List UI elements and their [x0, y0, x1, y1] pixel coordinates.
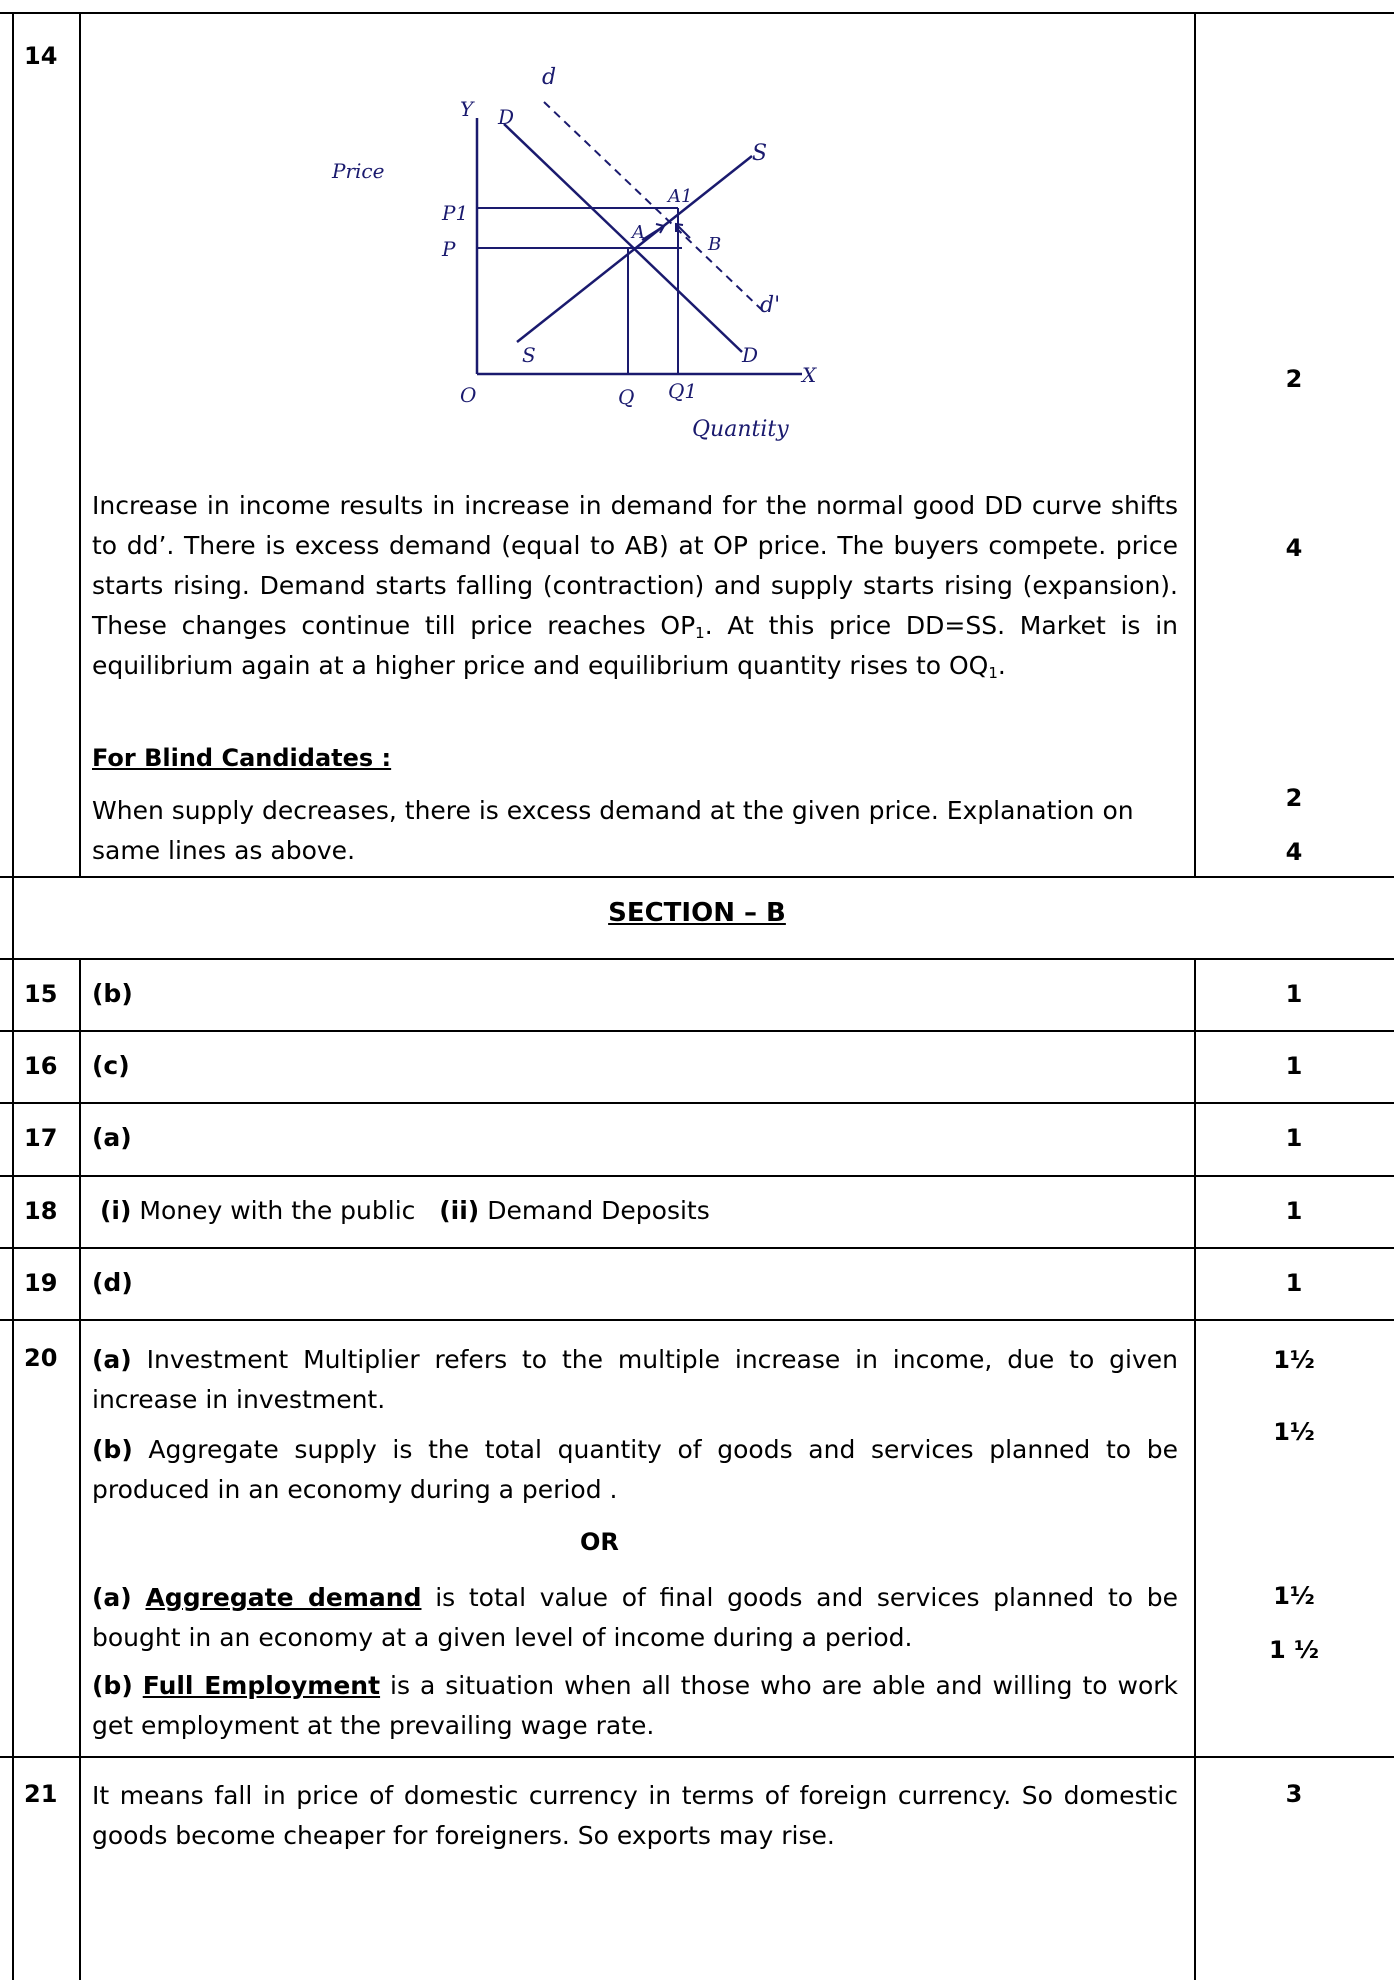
q20-part-b: (b) Aggregate supply is the total quantity of goods and services planned to be produced in an economy during a period .: [92, 1435, 1178, 1504]
question-number: 14: [24, 42, 58, 70]
question-number: 15: [24, 980, 58, 1008]
marks-value: 1½: [1273, 1582, 1315, 1610]
curve-S-bottom-label: S: [522, 343, 536, 367]
point-b-label: B: [708, 234, 722, 255]
column-divider: [79, 958, 81, 1980]
part-i-label: (i): [100, 1196, 132, 1225]
row-divider: [0, 1030, 1394, 1032]
point-a-label: A: [632, 222, 645, 243]
table-border-top: [0, 12, 1394, 14]
question-number: 21: [24, 1780, 58, 1808]
demand-supply-diagram: [272, 42, 924, 466]
demand-curve-dd: [504, 124, 742, 352]
section-heading: SECTION – B: [608, 898, 786, 928]
row-divider: [0, 1247, 1394, 1249]
part-ii-label: (ii): [439, 1196, 480, 1225]
row-divider: [0, 1319, 1394, 1321]
table-border-left: [12, 12, 14, 1980]
marks-value: 1: [1285, 1052, 1303, 1080]
blind-candidates-heading: For Blind Candidates :: [92, 744, 392, 772]
marks-value: 1½: [1273, 1418, 1315, 1446]
answer-option: (d): [92, 1268, 133, 1297]
demand-supply-graph: [272, 42, 924, 466]
marks-value: 1½: [1273, 1346, 1315, 1374]
or-separator: OR: [580, 1528, 619, 1556]
price-p1-label: P1: [442, 201, 469, 225]
row-divider: [0, 1756, 1394, 1758]
row-divider: [0, 1102, 1394, 1104]
part-i-text: Money with the public: [139, 1196, 416, 1225]
part-ii-text: Demand Deposits: [487, 1196, 710, 1225]
column-divider: [1194, 12, 1196, 876]
answer-option: (b): [92, 979, 133, 1008]
x-axis-label: X: [802, 363, 817, 387]
q20-alt-part-a: (a) Aggregate demand is total value of final goods and services planned to be bought in an economy at a given level of income during a period.: [92, 1583, 1179, 1652]
curve-d-prime-label: d': [760, 293, 781, 318]
question-number: 17: [24, 1124, 58, 1152]
question-number: 20: [24, 1344, 58, 1372]
curve-D-top-label: D: [498, 105, 515, 129]
answer-option: (c): [92, 1051, 130, 1080]
row-divider: [0, 876, 1394, 878]
q20-alt-part-b: (b) Full Employment is a situation when all those who are able and willing to work get employment at the prevailing wage rate.: [92, 1671, 1179, 1740]
marks-value: 1: [1285, 1269, 1303, 1297]
marks-value: 2: [1285, 365, 1303, 393]
row-divider: [0, 1175, 1394, 1177]
y-axis-label: Y: [460, 97, 474, 121]
question-number: 18: [24, 1197, 58, 1225]
row-divider: [0, 958, 1394, 960]
q21-answer: It means fall in price of domestic currency in terms of foreign currency. So domestic goods become cheaper for foreigners. So exports may rise.: [92, 1781, 1178, 1850]
q20-part-a: (a) Investment Multiplier refers to the multiple increase in income, due to given increase in investment.: [92, 1345, 1178, 1414]
column-divider: [1194, 958, 1196, 1980]
answer-option: (a): [92, 1123, 132, 1152]
marks-value: 1 ½: [1269, 1636, 1319, 1664]
quantity-q1-label: Q1: [668, 379, 698, 403]
marks-value: 1: [1285, 980, 1303, 1008]
marks-value: 2: [1285, 784, 1303, 812]
price-axis-title: Price: [332, 159, 385, 183]
q14-explanation: Increase in income results in increase in demand for the normal good DD curve shifts to dd’. There is excess demand (equal to AB) at OP price. The buyers compete. price starts rising. Demand starts falling (contraction) and supply starts rising (expansion). These changes continue till price reaches $OP_1$. At this price DD=SS. Market is in equilibrium again at a higher price and equilibrium quantity rises to $OQ_1$.: [92, 491, 1178, 682]
marks-value: 4: [1285, 838, 1303, 866]
marks-value: 1: [1285, 1124, 1303, 1152]
marks-value: 1: [1285, 1197, 1303, 1225]
origin-label: O: [460, 383, 477, 407]
curve-D-bottom-label: D: [742, 343, 759, 367]
quantity-axis-title: Quantity: [692, 417, 789, 442]
marks-value: 3: [1285, 1780, 1303, 1808]
curve-S-top-label: S: [752, 141, 768, 166]
blind-candidates-text: When supply decreases, there is excess demand at the given price. Explanation on same lines as above.: [92, 796, 1134, 865]
price-p-label: P: [442, 237, 456, 261]
quantity-q-label: Q: [618, 385, 635, 409]
question-number: 19: [24, 1269, 58, 1297]
question-number: 16: [24, 1052, 58, 1080]
q18-answer: [100, 1196, 710, 1225]
marks-value: 4: [1285, 534, 1303, 562]
new-demand-curve-dd-prime: [544, 102, 762, 310]
curve-d-label: d: [542, 65, 557, 90]
point-a1-label: A1: [668, 186, 693, 207]
column-divider: [79, 12, 81, 876]
